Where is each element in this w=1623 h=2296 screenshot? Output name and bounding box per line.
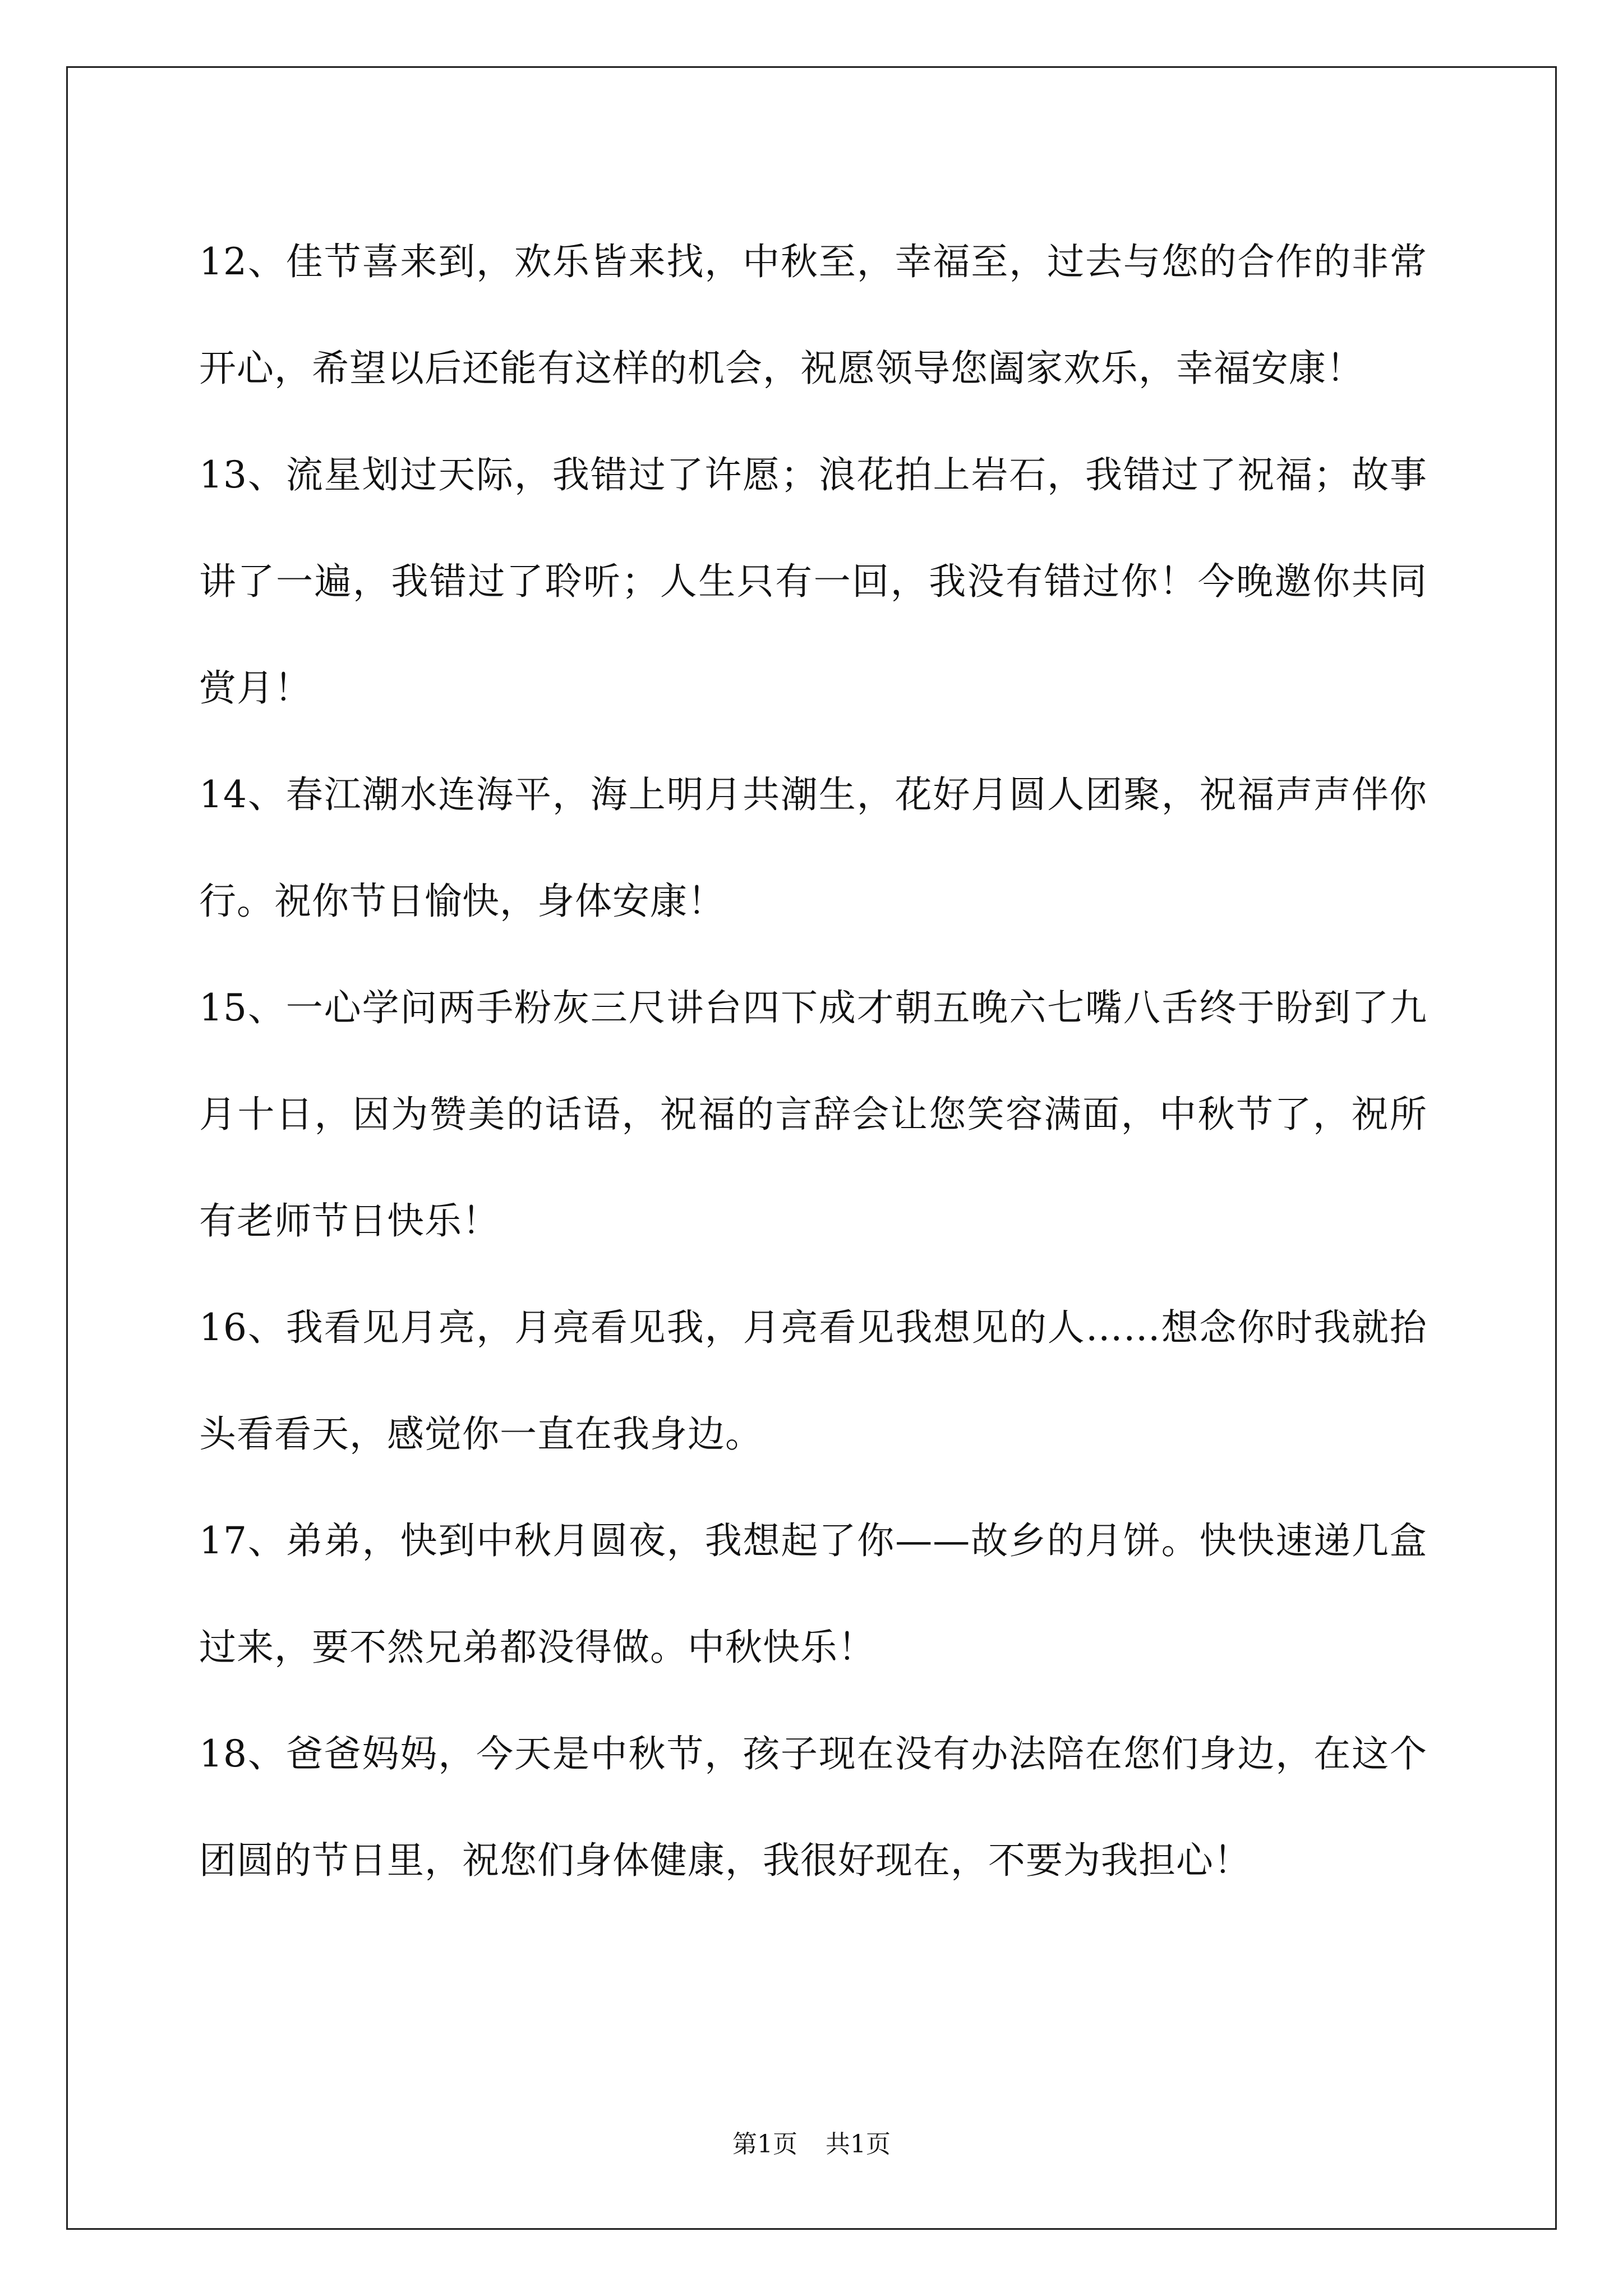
greeting-entry-18: 18、爸爸妈妈，今天是中秋节，孩子现在没有办法陪在您们身边，在这个团圆的节日里，祝您们身体健康，我很好现在，不要为我担心！	[199, 1732, 1427, 1882]
greeting-entry-13: 13、流星划过天际，我错过了许愿；浪花拍上岩石，我错过了祝福；故事讲了一遍，我错过了聆听；人生只有一回，我没有错过你！今晚邀你共同赏月！	[199, 453, 1427, 710]
greeting-entry-17: 17、弟弟，快到中秋月圆夜，我想起了你——故乡的月饼。快快速递几盒过来，要不然兄弟都没得做。中秋快乐！	[199, 1519, 1427, 1669]
current-page-label: 第1页	[732, 2130, 797, 2159]
greeting-entry-12: 12、佳节喜来到，欢乐皆来找，中秋至，幸福至，过去与您的合作的非常开心，希望以后还能有这样的机会，祝愿领导您阖家欢乐，幸福安康！	[199, 240, 1427, 390]
total-pages-label: 共1页	[826, 2130, 891, 2159]
greeting-entry-15: 15、一心学问两手粉灰三尺讲台四下成才朝五晚六七嘴八舌终于盼到了九月十日，因为赞美的话语，祝福的言辞会让您笑容满面，中秋节了，祝所有老师节日快乐！	[199, 986, 1427, 1243]
page-footer	[0, 2128, 1623, 2161]
greeting-entry-14: 14、春江潮水连海平，海上明月共潮生，花好月圆人团聚，祝福声声伴你行。祝你节日愉快，身体安康！	[199, 773, 1427, 923]
greeting-entry-16: 16、我看见月亮，月亮看见我，月亮看见我想见的人……想念你时我就抬头看看天，感觉你一直在我身边。	[199, 1306, 1427, 1456]
document-body	[199, 209, 1427, 1914]
